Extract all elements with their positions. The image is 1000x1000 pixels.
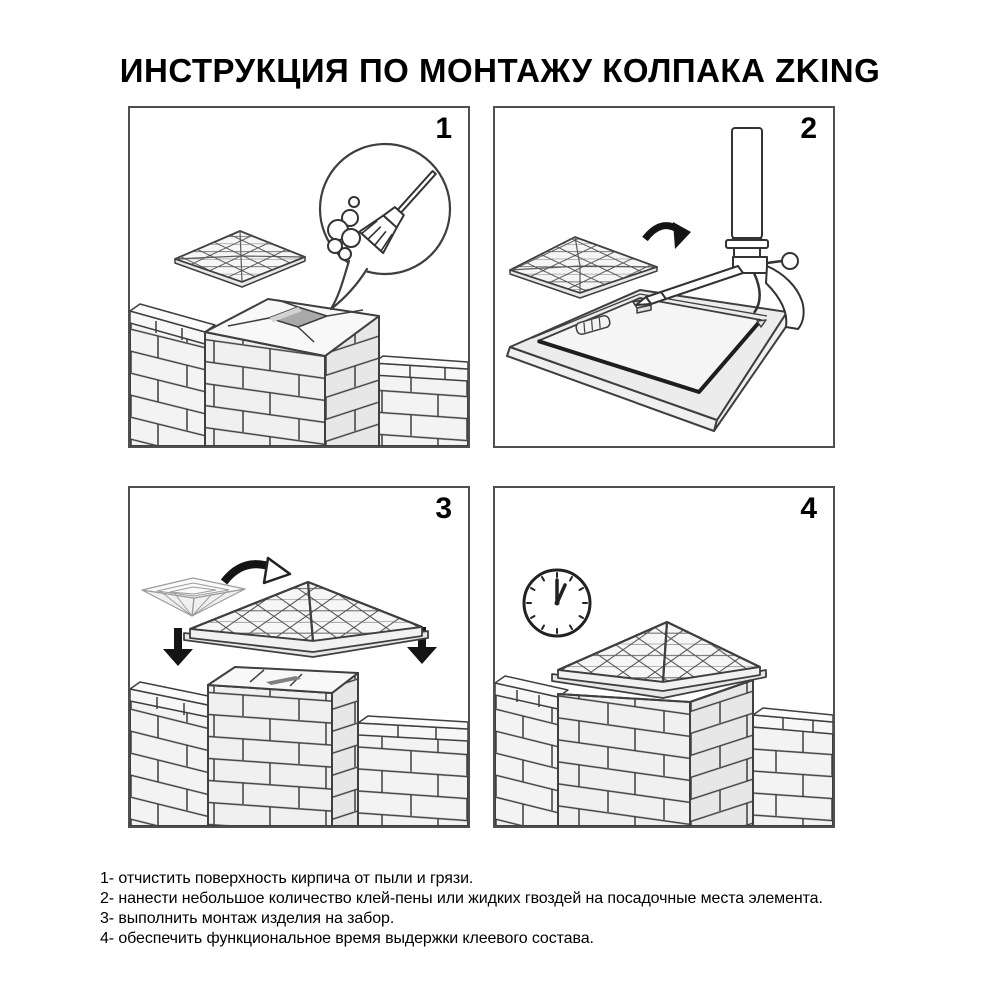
instruction-line-4: 4- обеспечить функциональное время выдержки клеевого состава. bbox=[100, 930, 594, 947]
panel-2-illustration bbox=[495, 108, 833, 446]
panel-number: 3 bbox=[435, 492, 452, 525]
cap-underside-tray bbox=[507, 290, 790, 431]
cap-top-view bbox=[510, 237, 657, 298]
panel-step-4 bbox=[493, 486, 835, 828]
panel-1-illustration bbox=[130, 108, 468, 446]
panel-step-3 bbox=[128, 486, 470, 828]
panel-3-illustration bbox=[130, 488, 468, 826]
brick-wall-left bbox=[130, 682, 218, 826]
clock-icon bbox=[524, 570, 590, 636]
instruction-line-3: 3- выполнить монтаж изделия на забор. bbox=[100, 910, 395, 927]
brick-wall-right bbox=[753, 708, 833, 826]
brick-wall-left bbox=[130, 304, 215, 446]
panel-number: 4 bbox=[800, 492, 817, 525]
instruction-line-2: 2- нанести небольшое количество клей-пены или жидких гвоздей на посадочные места элемента. bbox=[100, 890, 823, 907]
panel-step-1 bbox=[128, 106, 470, 448]
instruction-line-1: 1- отчистить поверхность кирпича от пыли и грязи. bbox=[100, 870, 474, 887]
panel-step-2 bbox=[493, 106, 835, 448]
panel-4-illustration bbox=[495, 488, 833, 826]
cap-underside-small bbox=[142, 578, 245, 616]
brick-wall-right bbox=[373, 356, 468, 446]
cap-top-view bbox=[175, 231, 305, 287]
panel-number: 1 bbox=[435, 112, 452, 145]
brick-pillar-open-top bbox=[205, 299, 379, 446]
brick-pillar bbox=[208, 667, 358, 826]
flip-arrow bbox=[224, 558, 290, 583]
flip-arrow bbox=[645, 222, 691, 249]
page-title: ИНСТРУКЦИЯ ПО МОНТАЖУ КОЛПАКА ZKING bbox=[119, 52, 881, 90]
brick-wall-right bbox=[358, 716, 468, 826]
panel-number: 2 bbox=[800, 112, 817, 145]
brick-pillar bbox=[558, 680, 753, 826]
instruction-list bbox=[100, 869, 823, 949]
